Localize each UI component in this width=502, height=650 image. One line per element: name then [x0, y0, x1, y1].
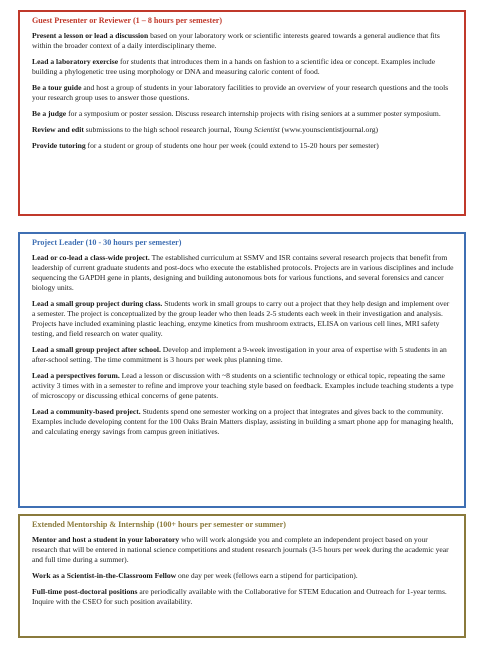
item-heading: Present a lesson or lead a discussion	[32, 30, 149, 40]
section-title: Guest Presenter or Reviewer (1 – 8 hours per semester)	[32, 16, 223, 25]
item-text: for a symposium or poster session. Discuss research internship projects with rising seniors at a summer poster symposium.	[66, 108, 441, 118]
extended-mentorship-section	[18, 514, 466, 638]
list-item	[32, 57, 454, 77]
item-text: Students spend one semester working on a project that integrates and gives back to the community. Examples include developing content for the 100 Oaks Brain Matters display, assisting in building a smart phone app for managing health, and calculating energy savings from campus green initiatives.	[32, 406, 454, 436]
item-text: for students that introduces them in a hands on fashion to a scientific idea or concept. Examples include building a phylogenetic tree using morphology or DNA and measuring caloric content of food.	[32, 56, 436, 76]
list-item	[32, 345, 454, 365]
item-text: are periodically available with the Collaborative for STEM Education and Outreach for 1-year terms. Inquire with the CSEO for such position availability.	[32, 586, 447, 606]
list-item	[32, 407, 454, 437]
item-heading: Review and edit	[32, 124, 84, 134]
item-heading: Lead a community-based project.	[32, 406, 141, 416]
section-title: Project Leader (10 - 30 hours per semester)	[32, 238, 182, 247]
list-item	[32, 31, 454, 51]
guest-presenter-section	[18, 10, 466, 216]
list-item	[32, 109, 454, 119]
item-text: The established curriculum at SSMV and ISR contains several research projects that benefit from leadership of current graduate students and post-docs who execute the established protocols. Projects are in various disciplines and include sequencing the GAPDH gene in plants, designing and building autonomous bots for various functions, and several forensics and cancer biology units.	[32, 252, 454, 292]
item-heading: Be a tour guide	[32, 82, 82, 92]
item-heading: Lead a perspectives forum.	[32, 370, 120, 380]
journal-name: Young Scientist	[233, 124, 280, 134]
list-item	[32, 125, 454, 135]
item-heading: Lead or co-lead a class-wide project.	[32, 252, 150, 262]
list-item	[32, 587, 454, 607]
item-heading: Lead a small group project during class.	[32, 298, 163, 308]
item-heading: Be a judge	[32, 108, 67, 118]
list-item	[32, 535, 454, 565]
list-item	[32, 299, 454, 339]
item-heading: Full-time post-doctoral positions	[32, 586, 138, 596]
item-text: based on your laboratory work or scientific interests geared towards a general audience that fits within the broader context of a daily interdisciplinary theme.	[32, 30, 440, 50]
item-heading: Provide tutoring	[32, 140, 86, 150]
item-heading: Mentor and host a student in your laboratory	[32, 534, 180, 544]
item-text: Lead a lesson or discussion with ~8 students on a scientific technology or ethical topic, repeating the same activity 3 times with in a semester to refine and improve your teaching style based on feedback. Examples include teaching students a type of microscopy or discussing ethical concerns of gene patents.	[32, 370, 454, 400]
item-text: for a student or group of students one hour per week (could extend to 15-20 hours per semester)	[85, 140, 379, 150]
item-text: one day per week (fellows earn a stipend for participation).	[176, 570, 358, 580]
item-heading: Work as a Scientist-in-the-Classroom Fellow	[32, 570, 177, 580]
list-item	[32, 253, 454, 293]
item-text: and host a group of students in your laboratory facilities to provide an overview of your research questions and the tools your research group uses to answer those questions.	[32, 82, 449, 102]
section-title: Extended Mentorship & Internship (100+ hours per semester or summer)	[32, 520, 286, 529]
item-text: submissions to the high school research journal,	[83, 124, 234, 134]
list-item	[32, 571, 454, 581]
journal-url: (www.younscientistjournal.org)	[279, 124, 379, 134]
item-text: Develop and implement a 9-week investigation in your area of expertise with 5 students in an after-school setting. The time commitment is 3 hours per week plus planning time.	[32, 344, 447, 364]
list-item	[32, 83, 454, 103]
list-item	[32, 371, 454, 401]
item-text: who will work alongside you and complete an independent project based on your research that will be entered in national science competitions and student research journals (3-5 hours per week during the academic year and full time during a summer).	[32, 534, 449, 564]
item-heading: Lead a laboratory exercise	[32, 56, 119, 66]
item-heading: Lead a small group project after school.	[32, 344, 161, 354]
list-item	[32, 141, 454, 151]
item-text: Students work in small groups to carry out a project that they help design and implement over a semester. The project is conceptualized by the group leader who then leads 2-5 students each week in their investigation and analysis. Projects have included examining plastic leaching, enzyme kinetics from mushroom extracts, ELISA on various cell lines, MRI safety testing, and field research on water quality.	[32, 298, 450, 338]
project-leader-section	[18, 232, 466, 508]
